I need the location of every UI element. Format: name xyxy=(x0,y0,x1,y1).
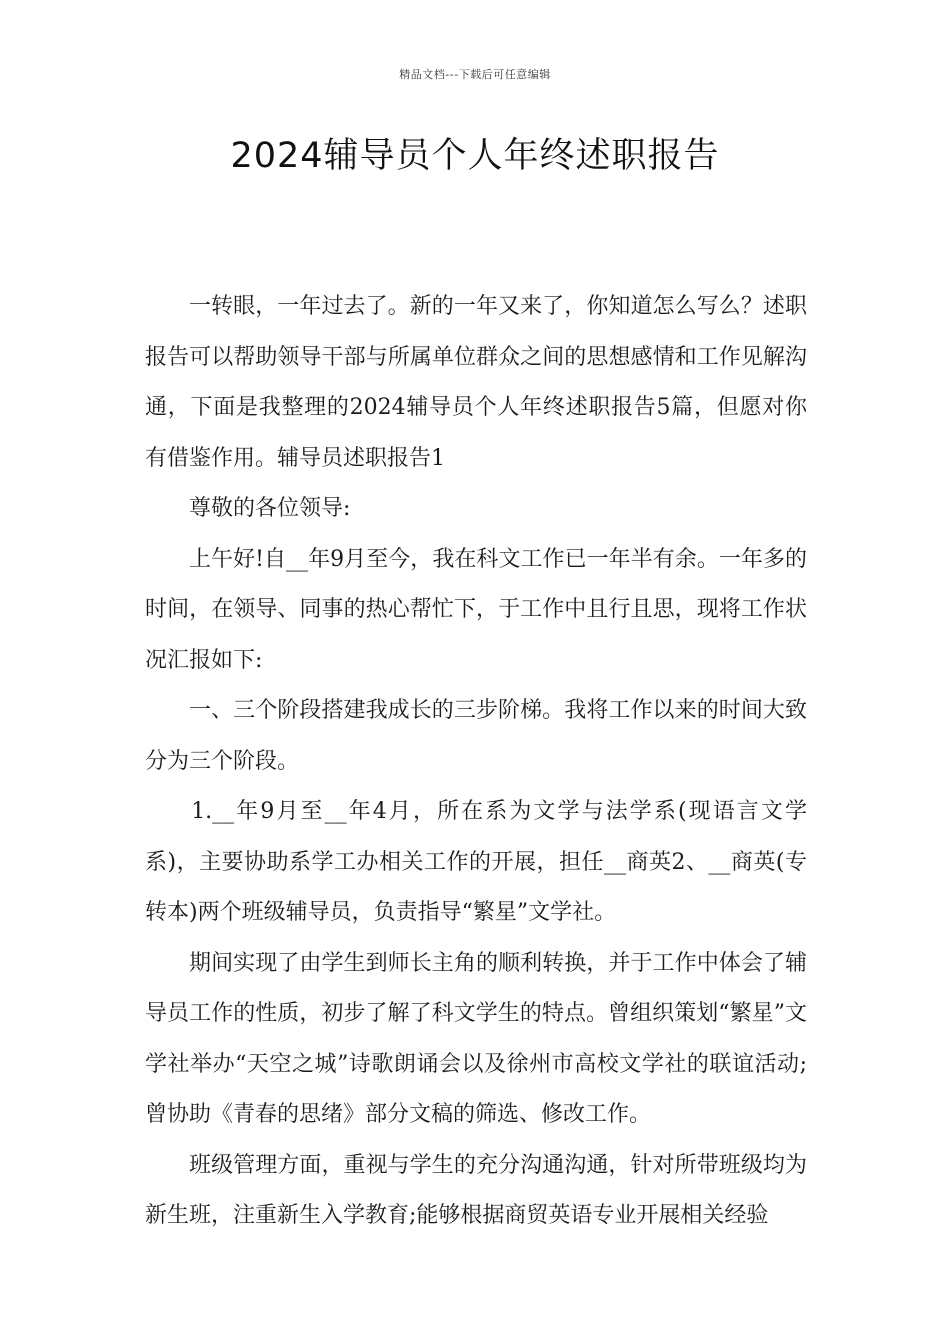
paragraph-section-one: 一、三个阶段搭建我成长的三步阶梯。我将工作以来的时间大致分为三个阶段。 xyxy=(145,698,807,774)
document-title: 2024辅导员个人年终述职报告 xyxy=(230,136,720,176)
header-note: 精品文档---下载后可任意编辑 xyxy=(399,68,551,81)
paragraph-stage-one: 1.__年9月至__年4月，所在系为文学与法学系(现语言文学系)，主要协助系学工办相关工作的开展，担任__商英2、__商英(专转本)两个班级辅导员，负责指导“繁星”文学社。 xyxy=(145,799,807,925)
document-body xyxy=(145,282,807,1242)
paragraph-class-management: 班级管理方面，重视与学生的充分沟通沟通，针对所带班级均为新生班，注重新生入学教育;能够根据商贸英语专业开展相关经验 xyxy=(145,1152,807,1228)
paragraph-greeting: 上午好!自__年9月至今，我在科文工作已一年半有余。一年多的时间，在领导、同事的热心帮忙下，于工作中且行且思，现将工作状况汇报如下: xyxy=(145,546,807,673)
paragraph-salutation: 尊敬的各位领导: xyxy=(189,496,351,521)
paragraph-intro: 一转眼，一年过去了。新的一年又来了，你知道怎么写么？述职报告可以帮助领导干部与所属单位群众之间的思想感情和工作见解沟通，下面是我整理的2024辅导员个人年终述职报告5篇，但愿对你有借鉴作用。辅导员述职报告1 xyxy=(145,294,807,471)
paragraph-period: 期间实现了由学生到师长主角的顺利转换，并于工作中体会了辅导员工作的性质，初步了解了科文学生的特点。曾组织策划“繁星”文学社举办“天空之城”诗歌朗诵会以及徐州市高校文学社的联谊活动;曾协助《青春的思绪》部分文稿的筛选、修改工作。 xyxy=(145,950,807,1127)
